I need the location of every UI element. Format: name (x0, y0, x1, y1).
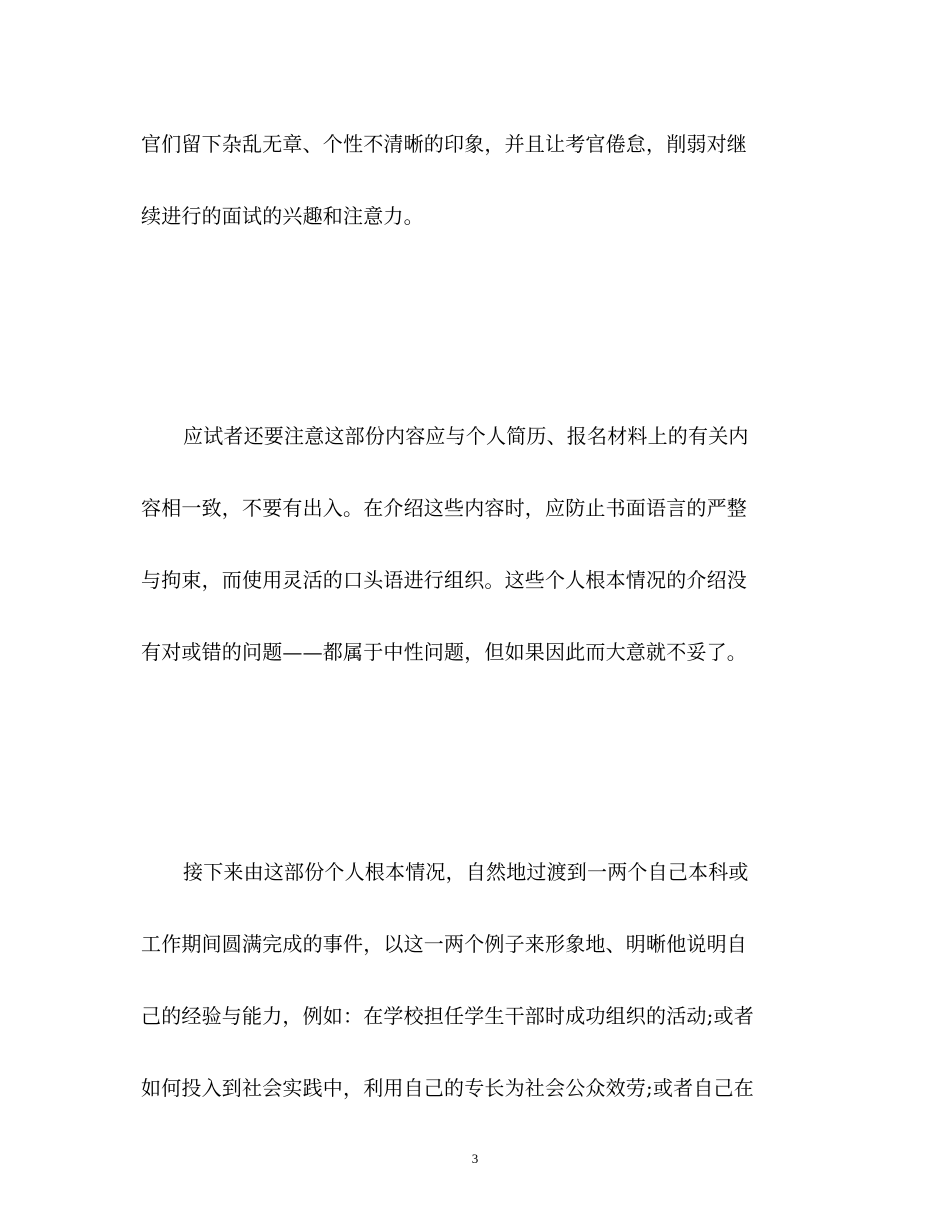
paragraph-3-line-1: 接下来由这部份个人根本情况，自然地过渡到一两个自己本科或 (183, 860, 749, 884)
paragraph-2-line-1: 应试者还要注意这部份内容应与个人简历、报名材料上的有关内 (183, 424, 749, 448)
paragraph-2-line-2: 容相一致，不要有出入。在介绍这些内容时，应防止书面语言的严整 (141, 496, 747, 520)
paragraph-1-line-1: 官们留下杂乱无章、个性不清晰的印象，并且让考官倦怠，削弱对继 (141, 132, 747, 156)
paragraph-2-line-4: 有对或错的问题——都属于中性问题，但如果因此而大意就不妥了。 (141, 640, 747, 664)
paragraph-3-line-3: 己的经验与能力，例如：在学校担任学生干部时成功组织的活动;或者 (141, 1004, 754, 1028)
paragraph-3-line-4: 如何投入到社会实践中，利用自己的专长为社会公众效劳;或者自己在 (141, 1076, 754, 1100)
paragraph-1-line-2: 续进行的面试的兴趣和注意力。 (141, 204, 424, 228)
page-number: 3 (471, 1151, 479, 1166)
paragraph-2-line-3: 与拘束，而使用灵活的口头语进行组织。这些个人根本情况的介绍没 (141, 568, 747, 592)
paragraph-3-line-2: 工作期间圆满完成的事件，以这一两个例子来形象地、明晰他说明自 (141, 932, 747, 956)
